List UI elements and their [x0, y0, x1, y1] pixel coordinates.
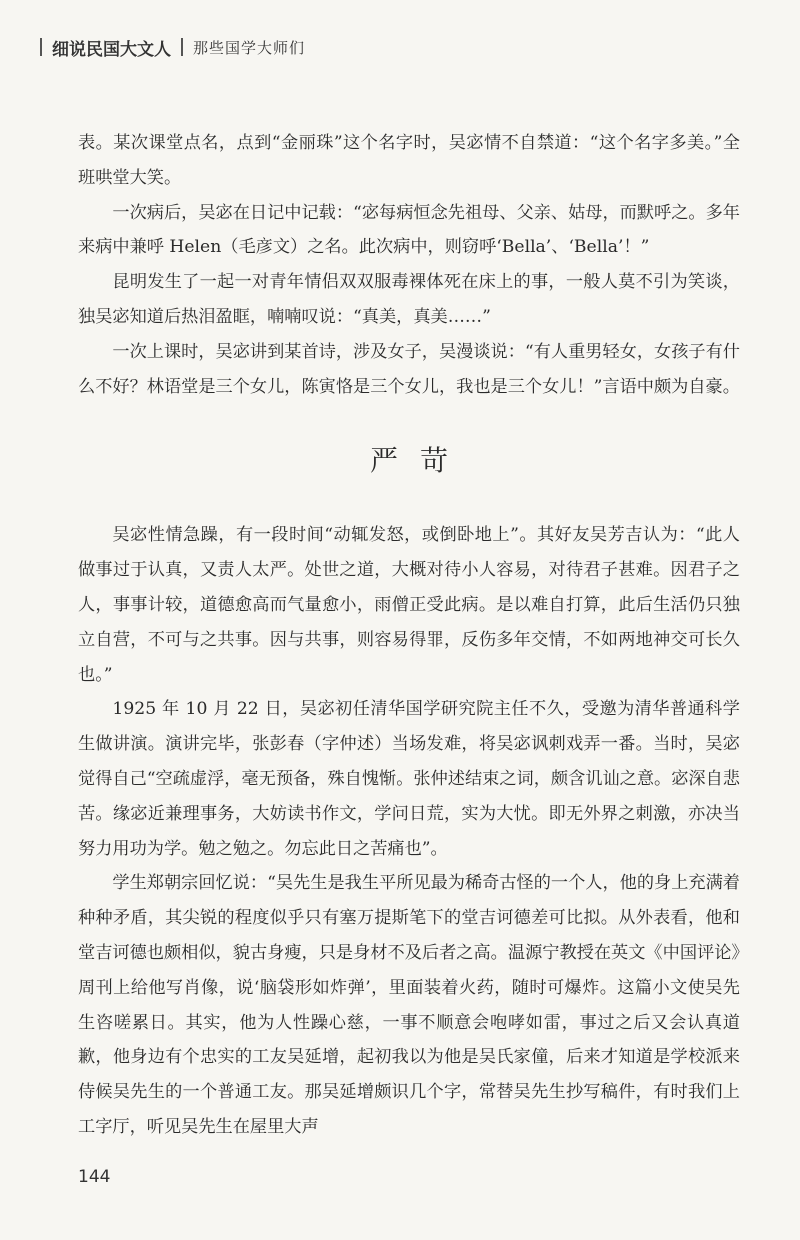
paragraph: 学生郑朝宗回忆说：“吴先生是我生平所见最为稀奇古怪的一个人，他的身上充满着种种矛盾，其尖锐的程度似乎只有塞万提斯笔下的堂吉诃德差可比拟。从外表看，他和堂吉诃德也颇相似，貌古身瘦，只是身材不及后者之高。温源宁教授在英文《中国评论》周刊上给他写肖像，说‘脑袋形如炸弹’，里面装着火药，随时可爆炸。这篇小文使吴先生咨嗟累日。其实，他为人性躁心慈，一事不顺意会咆哮如雷，事过之后又会认真道歉，他身边有个忠实的工友吴延增，起初我以为他是吴氏家僮，后来才知道是学校派来侍候吴先生的一个普通工友。那吴延增颇识几个字，常替吴先生抄写稿件，有时我们上工字厅，听见吴先生在屋里大声 [78, 873, 740, 1137]
book-title: 细说民国大文人 [52, 39, 171, 60]
header-divider [40, 38, 42, 56]
paragraph: 1925 年 10 月 22 日，吴宓初任清华国学研究院主任不久，受邀为清华普通科学生做讲演。演讲完毕，张彭春（字仲述）当场发难，将吴宓讽刺戏弄一番。当时，吴宓觉得自己“空疏虚浮，毫无预备，殊自愧惭。张仲述结束之词，颇含讥讪之意。宓深自悲苦。缘宓近兼理事务，大妨读书作文，学问日荒，实为大忧。即无外界之刺激，亦决当努力用功为学。勉之勉之。勿忘此日之苦痛也”。 [78, 699, 740, 859]
running-header [30, 32, 305, 62]
page-body [78, 126, 740, 1145]
paragraph: 一次上课时，吴宓讲到某首诗，涉及女子，吴漫谈说：“有人重男轻女，女孩子有什么不好？林语堂是三个女儿，陈寅恪是三个女儿，我也是三个女儿！”言语中颇为自豪。 [78, 341, 740, 397]
header-divider [181, 38, 183, 56]
paragraph: 吴宓性情急躁，有一段时间“动辄发怒，或倒卧地上”。其好友吴芳吉认为：“此人做事过于认真，又责人太严。处世之道，大概对待小人容易，对待君子甚难。因君子之人，事事计较，道德愈高而气量愈小，雨僧正受此病。是以难自打算，此后生活仍只独立自营，不可与之共事。因与共事，则容易得罪，反伤多年交情，不如两地神交可长久也。” [78, 525, 740, 685]
section-heading: 严苛 [369, 444, 470, 478]
paragraph: 一次病后，吴宓在日记中记载：“宓每病恒念先祖母、父亲、姑母，而默呼之。多年来病中兼呼 Helen（毛彦文）之名。此次病中，则窃呼‘Bella’、‘Bella’！” [78, 202, 740, 258]
series-title: 那些国学大师们 [193, 38, 306, 57]
page-number: 144 [78, 1167, 111, 1187]
paragraph: 昆明发生了一起一对青年情侣双双服毒裸体死在床上的事，一般人莫不引为笑谈，独吴宓知道后热泪盈眶，喃喃叹说：“真美，真美……” [78, 272, 740, 327]
paragraph: 表。某次课堂点名，点到“金丽珠”这个名字时，吴宓情不自禁道：“这个名字多美。”全班哄堂大笑。 [78, 133, 740, 188]
